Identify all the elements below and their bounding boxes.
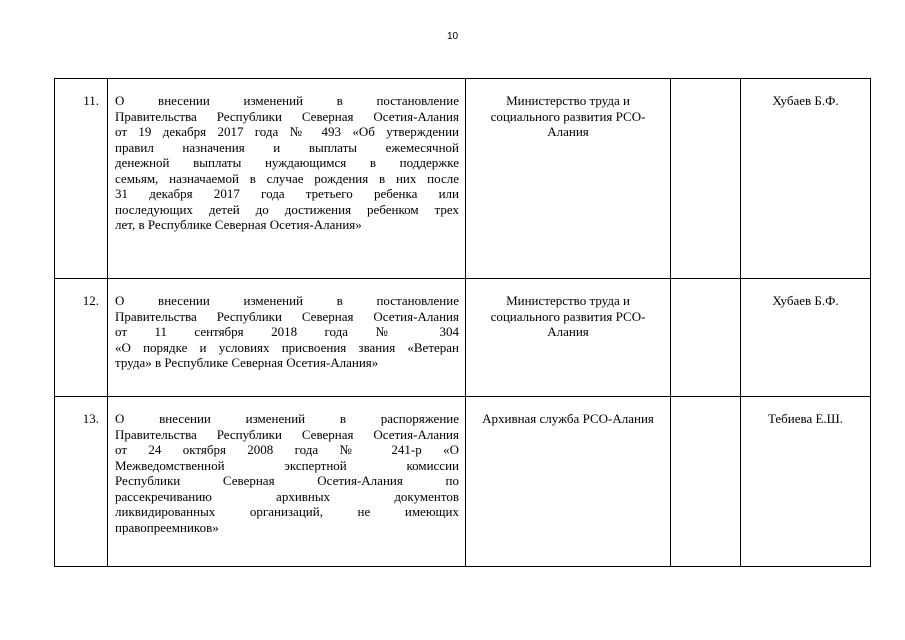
title-line: правопреемников»: [115, 519, 219, 535]
title-line: семьям, назначаемой в случае рождения в них после: [115, 170, 459, 186]
title-line: лет, в Республике Северная Осетия-Алания»: [115, 217, 362, 232]
row-number: 13.: [55, 397, 108, 567]
title-line: О внесении изменений в постановление: [115, 293, 459, 308]
title-line: труда» в Республике Северная Осетия-Алания»: [115, 355, 379, 370]
title-line: денежной выплаты нуждающимся в поддержке: [115, 155, 459, 170]
responsible-org-cell: Архивная служба РСО-Алания: [466, 397, 671, 567]
title-line: от 11 сентября 2018 года № 304: [115, 324, 459, 339]
responsible-person-cell: Тебиева Е.Ш.: [741, 397, 871, 567]
document-title-cell: [108, 279, 466, 397]
title-line: Правительства Республики Северная Осетия-Алания: [115, 308, 459, 324]
table-row: [55, 279, 871, 397]
title-line: от 19 декабря 2017 года № 493 «Об утверждении: [115, 124, 459, 139]
title-line: Правительства Республики Северная Осетия-Алания: [115, 426, 459, 442]
title-line: Правительства Республики Северная Осетия-Алания: [115, 108, 459, 124]
responsible-person-cell: Хубаев Б.Ф.: [741, 279, 871, 397]
title-line: рассекречиванию архивных документов: [115, 488, 459, 504]
responsible-person-cell: Хубаев Б.Ф.: [741, 79, 871, 279]
document-title-cell: [108, 397, 466, 567]
document-table: [54, 78, 871, 567]
empty-cell: [671, 397, 741, 567]
empty-cell: [671, 279, 741, 397]
table-row: [55, 79, 871, 279]
responsible-org-cell: Министерство труда и социального развития РСО-Алания: [466, 79, 671, 279]
row-number: 12.: [55, 279, 108, 397]
title-line: 31 декабря 2017 года третьего ребенка или: [115, 186, 459, 201]
title-line: от 24 октября 2008 года № 241-р «О: [115, 442, 459, 457]
document-title-cell: [108, 79, 466, 279]
title-line: ликвидированных организаций, не имеющих: [115, 504, 459, 519]
row-number: 11.: [55, 79, 108, 279]
title-line: «О порядке и условиях присвоения звания «Ветеран: [115, 339, 459, 355]
table-row: [55, 397, 871, 567]
page-number: 10: [446, 31, 459, 42]
title-line: Межведомственной экспертной комиссии: [115, 457, 459, 473]
title-line: О внесении изменений в постановление: [115, 93, 459, 108]
empty-cell: [671, 79, 741, 279]
title-line: правил назначения и выплаты ежемесячной: [115, 139, 459, 155]
responsible-org-cell: Министерство труда и социального развития РСО-Алания: [466, 279, 671, 397]
title-line: О внесении изменений в распоряжение: [115, 411, 459, 426]
title-line: последующих детей до достижения ребенком трех: [115, 201, 459, 217]
title-line: Республики Северная Осетия-Алания по: [115, 473, 459, 488]
